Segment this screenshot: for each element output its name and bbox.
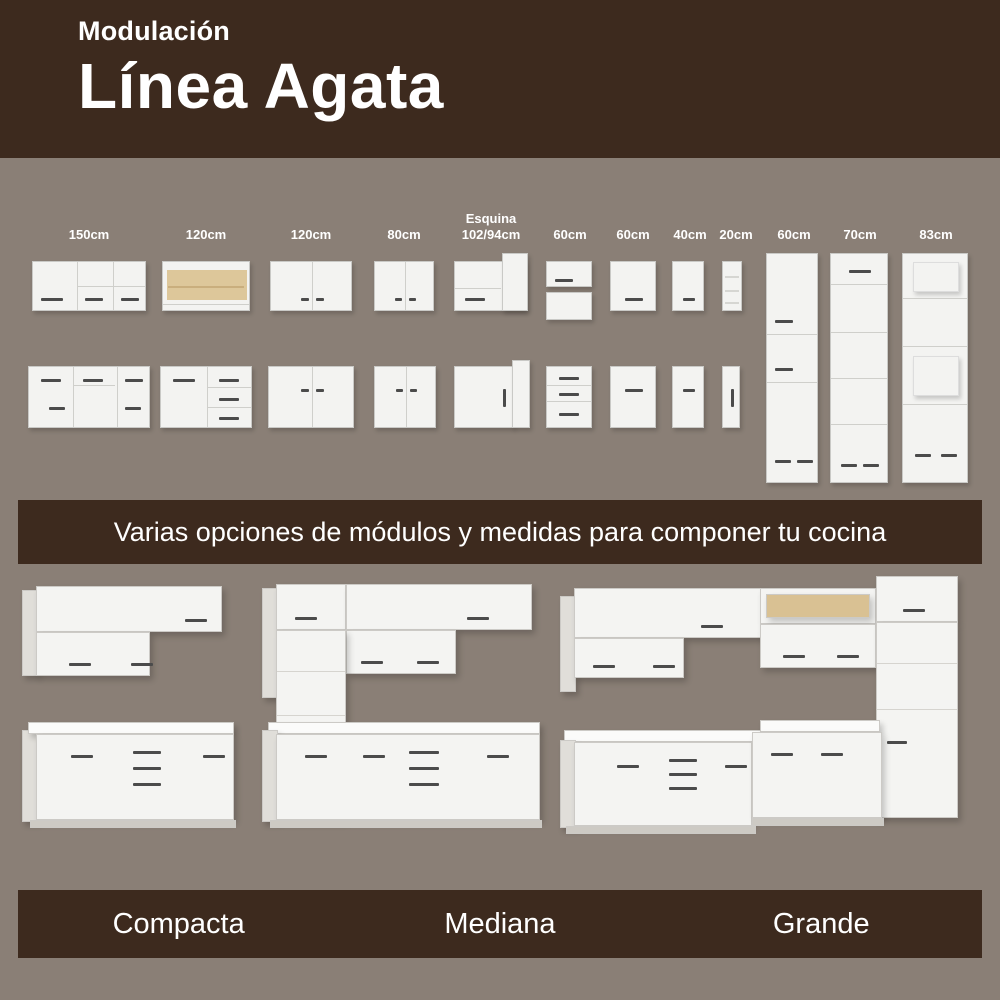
module-label-text: 83cm	[919, 227, 953, 242]
tall-column-83	[902, 253, 968, 483]
compacta-countertop	[28, 722, 234, 734]
kitchen-scenes	[0, 570, 1000, 890]
base-cabinet-40	[672, 366, 704, 428]
grande-wall-wood-insert	[766, 594, 870, 618]
tall-column-70	[830, 253, 888, 483]
compacta-wall-lower	[36, 632, 150, 676]
grande-wall-b	[574, 638, 684, 678]
wall-cabinet-150	[32, 261, 146, 311]
wall-cabinet-40	[672, 261, 704, 311]
wall-cabinet-80	[374, 261, 434, 311]
wall-cabinet-60	[610, 261, 656, 311]
mediana-plinth	[270, 820, 542, 828]
wall-cabinet-120	[270, 261, 352, 311]
feature-banner-text: Varias opciones de módulos y medidas para componer tu cocina	[113, 516, 887, 547]
wall-cabinet-corner-side	[502, 253, 528, 311]
wall-cabinet-60-upper	[546, 261, 592, 287]
module-label-text: 120cm	[185, 227, 227, 242]
grande-base-left	[574, 742, 752, 826]
module-label-esquina-line1: Esquina	[465, 211, 517, 226]
footer-label-grande: Grande	[772, 907, 870, 940]
mediana-wall-c	[346, 630, 456, 674]
grande-wall-d	[760, 624, 876, 668]
mediana-wall-a	[276, 584, 346, 630]
compacta-wall-upper	[36, 586, 222, 632]
wall-shelf-20	[722, 261, 742, 311]
base-cabinet-20	[722, 366, 740, 428]
grande-wall-e	[876, 576, 958, 622]
grande-plinth-right	[752, 818, 884, 826]
module-strip	[0, 158, 1000, 488]
mediana-base	[276, 734, 540, 820]
compacta-base	[36, 734, 234, 820]
header-kicker: Modulación	[78, 16, 230, 46]
grande-wall-a	[574, 588, 764, 638]
module-label-text: 20cm	[719, 227, 753, 242]
footer-label-compacta: Compacta	[112, 907, 245, 940]
base-cabinet-150	[28, 366, 150, 428]
base-cabinet-80	[374, 366, 436, 428]
footer-label-mediana: Mediana	[444, 907, 556, 940]
module-label-text: 60cm	[777, 227, 811, 242]
tall-column-60	[766, 253, 818, 483]
module-label-text: 150cm	[68, 227, 110, 242]
base-cabinet-corner	[454, 366, 514, 428]
base-cabinet-120a	[160, 366, 252, 428]
module-label-text: 80cm	[387, 227, 421, 242]
wall-cabinet-120-wood	[162, 261, 250, 311]
grande-plinth-left	[566, 826, 756, 834]
module-label-text: 60cm	[616, 227, 650, 242]
base-cabinet-120b	[268, 366, 354, 428]
page-header	[0, 0, 1000, 158]
mediana-countertop	[268, 722, 540, 734]
scene-footer	[18, 890, 982, 958]
base-cabinet-60a	[546, 366, 592, 428]
grande-tall-column	[876, 622, 958, 818]
mediana-wall-b	[346, 584, 532, 630]
base-cabinet-60b	[610, 366, 656, 428]
page-title: Línea Agata	[78, 50, 444, 122]
module-label-text: 120cm	[290, 227, 332, 242]
module-label-esquina-line2: 102/94cm	[461, 227, 521, 242]
base-cabinet-corner-side	[512, 360, 530, 428]
module-label-text: 60cm	[553, 227, 587, 242]
wall-cabinet-60-lower	[546, 292, 592, 320]
compacta-plinth	[30, 820, 236, 828]
grande-countertop-right	[760, 720, 880, 732]
grande-base-right	[752, 732, 882, 818]
module-label-text: 70cm	[843, 227, 877, 242]
feature-banner	[18, 500, 982, 564]
module-label-text: 40cm	[673, 227, 707, 242]
